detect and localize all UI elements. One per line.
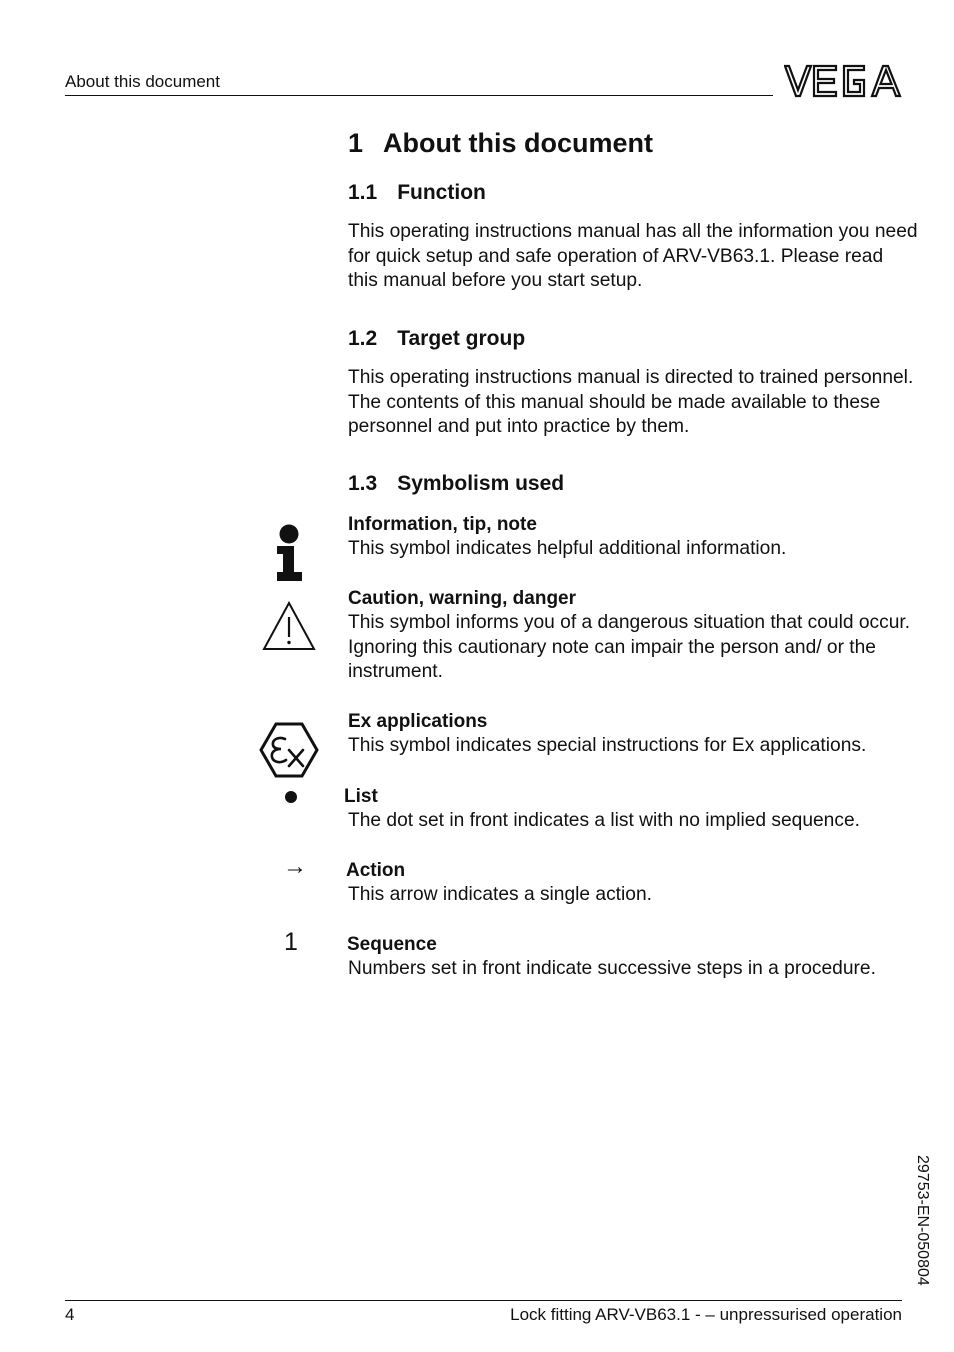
- section-title: Symbolism used: [397, 472, 565, 495]
- section-number: 1.1: [348, 181, 378, 204]
- chapter-title-text: About this document: [383, 128, 654, 158]
- symbol-entry-ex: [348, 710, 918, 759]
- symbol-title: Ex applications: [348, 711, 488, 732]
- symbol-entry-action: [346, 859, 918, 908]
- symbol-description: This arrow indicates a single action.: [348, 884, 652, 905]
- bullet-dot-icon: [285, 791, 297, 803]
- running-header: About this document: [65, 72, 220, 91]
- ex-hexagon-icon: [259, 722, 319, 783]
- symbol-title: Information, tip, note: [348, 514, 537, 535]
- vega-logo: [784, 64, 902, 103]
- section-title: Function: [397, 181, 486, 204]
- symbol-description: Numbers set in front indicate successive steps in a procedure.: [348, 958, 876, 979]
- symbol-entry-sequence: [347, 933, 918, 982]
- section-text-target-group: This operating instructions manual is directed to trained personnel. The contents of this manual should be made available to these personnel and put into practice by them.: [348, 367, 914, 437]
- section-heading-target-group: [348, 327, 525, 351]
- header-rule: [65, 95, 773, 96]
- footer-rule: [65, 1300, 902, 1301]
- chapter-number: 1: [348, 128, 364, 158]
- symbol-entry-information: [348, 513, 918, 562]
- warning-triangle-icon: [262, 601, 316, 656]
- document-code: 29753-EN-050804: [914, 1155, 931, 1286]
- symbol-description: This symbol informs you of a dangerous situation that could occur. Ignoring this cautionary note can impair the person and/ or the instrument.: [348, 612, 911, 682]
- symbol-description: This symbol indicates helpful additional information.: [348, 538, 787, 559]
- section-text-function: This operating instructions manual has all the information you need for quick setup and safe operation of ARV-VB63.1. Please read this manual before you start setup.: [348, 221, 918, 291]
- symbol-description: This symbol indicates special instructions for Ex applications.: [348, 735, 867, 756]
- symbol-title: List: [344, 786, 378, 807]
- symbol-entry-caution: [348, 587, 918, 685]
- arrow-right-icon: →: [283, 853, 307, 880]
- symbol-title: Action: [346, 860, 406, 881]
- chapter-title: [348, 128, 653, 159]
- footer-title: Lock fitting ARV-VB63.1 - – unpressurised operation: [510, 1305, 902, 1324]
- section-heading-function: [348, 181, 486, 205]
- page-number: 4: [65, 1305, 75, 1324]
- section-title: Target group: [397, 327, 526, 350]
- symbol-description: The dot set in front indicates a list with no implied sequence.: [348, 810, 860, 831]
- section-number: 1.2: [348, 327, 378, 350]
- sequence-number-icon: 1: [284, 928, 298, 956]
- section-number: 1.3: [348, 472, 378, 495]
- symbol-title: Caution, warning, danger: [348, 588, 577, 609]
- symbol-entry-list: [344, 785, 918, 834]
- symbol-title: Sequence: [347, 934, 437, 955]
- section-heading-symbolism: [348, 472, 564, 496]
- info-icon: [274, 524, 306, 587]
